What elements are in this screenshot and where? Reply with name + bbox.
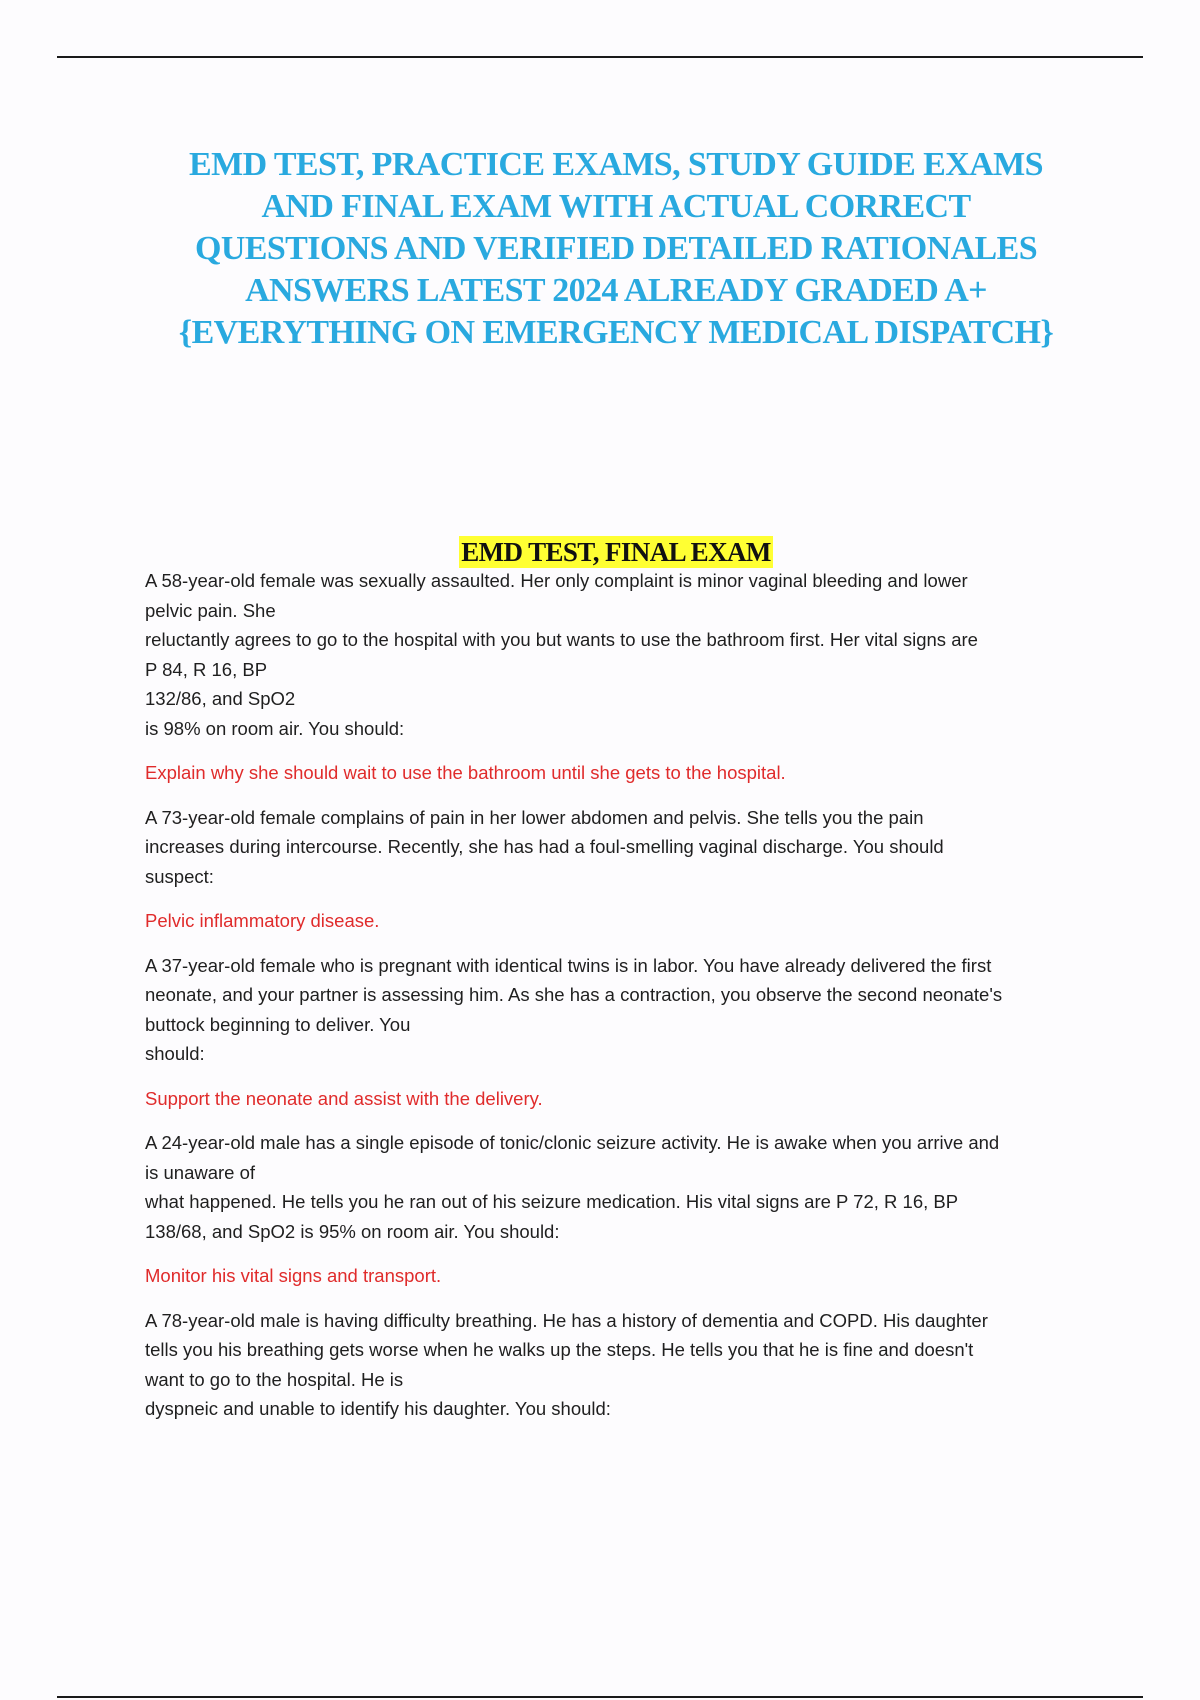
- answer-3: [145, 1084, 1095, 1114]
- document-title: [120, 144, 1112, 354]
- title-line-4: ANSWERS LATEST 2024 ALREADY GRADED A+: [245, 272, 987, 309]
- question-line: neonate, and your partner is assessing him. As she has a contraction, you observe the second neonate's: [145, 984, 1003, 1005]
- question-line: P 84, R 16, BP: [145, 658, 268, 680]
- question-line: reluctantly agrees to go to the hospital with you but wants to use the bathroom first. Her vital signs are: [145, 629, 978, 650]
- question-2: [145, 803, 1095, 892]
- question-line: A 73-year-old female complains of pain in her lower abdomen and pelvis. She tells you the pain: [145, 806, 924, 828]
- section-heading: [0, 536, 1200, 568]
- question-line: A 78-year-old male is having difficulty breathing. He has a history of dementia and COPD. His daughter: [145, 1309, 988, 1331]
- question-line: dyspneic and unable to identify his daughter. You should:: [145, 1398, 611, 1419]
- question-4: [145, 1128, 1095, 1246]
- question-line: A 24-year-old male has a single episode of tonic/clonic seizure activity. He is awake when you arrive and: [145, 1132, 1000, 1153]
- question-5: [145, 1306, 1095, 1424]
- question-line: buttock beginning to deliver. You: [145, 1013, 411, 1035]
- section-heading-text: EMD TEST, FINAL EXAM: [461, 537, 771, 567]
- question-list: [145, 566, 1095, 1439]
- question-line: 132/86, and SpO2: [145, 688, 296, 709]
- question-line: pelvic pain. She: [145, 599, 276, 621]
- question-line: A 58-year-old female was sexually assaulted. Her only complaint is minor vaginal bleeding and lower: [145, 570, 968, 591]
- title-line-1: EMD TEST, PRACTICE EXAMS, STUDY GUIDE EXAMS: [189, 146, 1043, 183]
- answer-text: Explain why she should wait to use the bathroom until she gets to the hospital.: [145, 762, 786, 783]
- question-line: A 37-year-old female who is pregnant with identical twins is in labor. You have already delivered the first: [145, 954, 992, 976]
- top-rule: [57, 56, 1143, 58]
- title-line-3: QUESTIONS AND VERIFIED DETAILED RATIONALES: [194, 230, 1038, 267]
- answer-4: [145, 1261, 1095, 1291]
- question-line: 138/68, and SpO2 is 95% on room air. You should:: [145, 1220, 560, 1242]
- question-line: want to go to the hospital. He is: [145, 1368, 404, 1390]
- question-line: suspect:: [145, 865, 214, 887]
- question-line: should:: [145, 1043, 205, 1064]
- question-line: is 98% on room air. You should:: [145, 717, 405, 739]
- question-line: increases during intercourse. Recently, she has had a foul-smelling vaginal discharge. You should: [145, 836, 944, 857]
- answer-2: [145, 906, 1095, 936]
- answer-1: [145, 758, 1095, 788]
- question-line: what happened. He tells you he ran out of his seizure medication. His vital signs are P 72, R 16, BP: [145, 1191, 959, 1212]
- question-1: [145, 566, 1095, 743]
- title-line-5: {EVERYTHING ON EMERGENCY MEDICAL DISPATCH}: [178, 314, 1054, 351]
- answer-text: Pelvic inflammatory disease.: [145, 910, 380, 931]
- answer-text: Support the neonate and assist with the delivery.: [145, 1087, 543, 1109]
- title-line-2: AND FINAL EXAM WITH ACTUAL CORRECT: [261, 188, 971, 225]
- question-line: is unaware of: [145, 1161, 256, 1183]
- question-3: [145, 951, 1095, 1069]
- answer-text: Monitor his vital signs and transport.: [145, 1265, 442, 1286]
- question-line: tells you his breathing gets worse when he walks up the steps. He tells you that he is fine and doesn't: [145, 1339, 974, 1360]
- bottom-rule: [57, 1696, 1143, 1698]
